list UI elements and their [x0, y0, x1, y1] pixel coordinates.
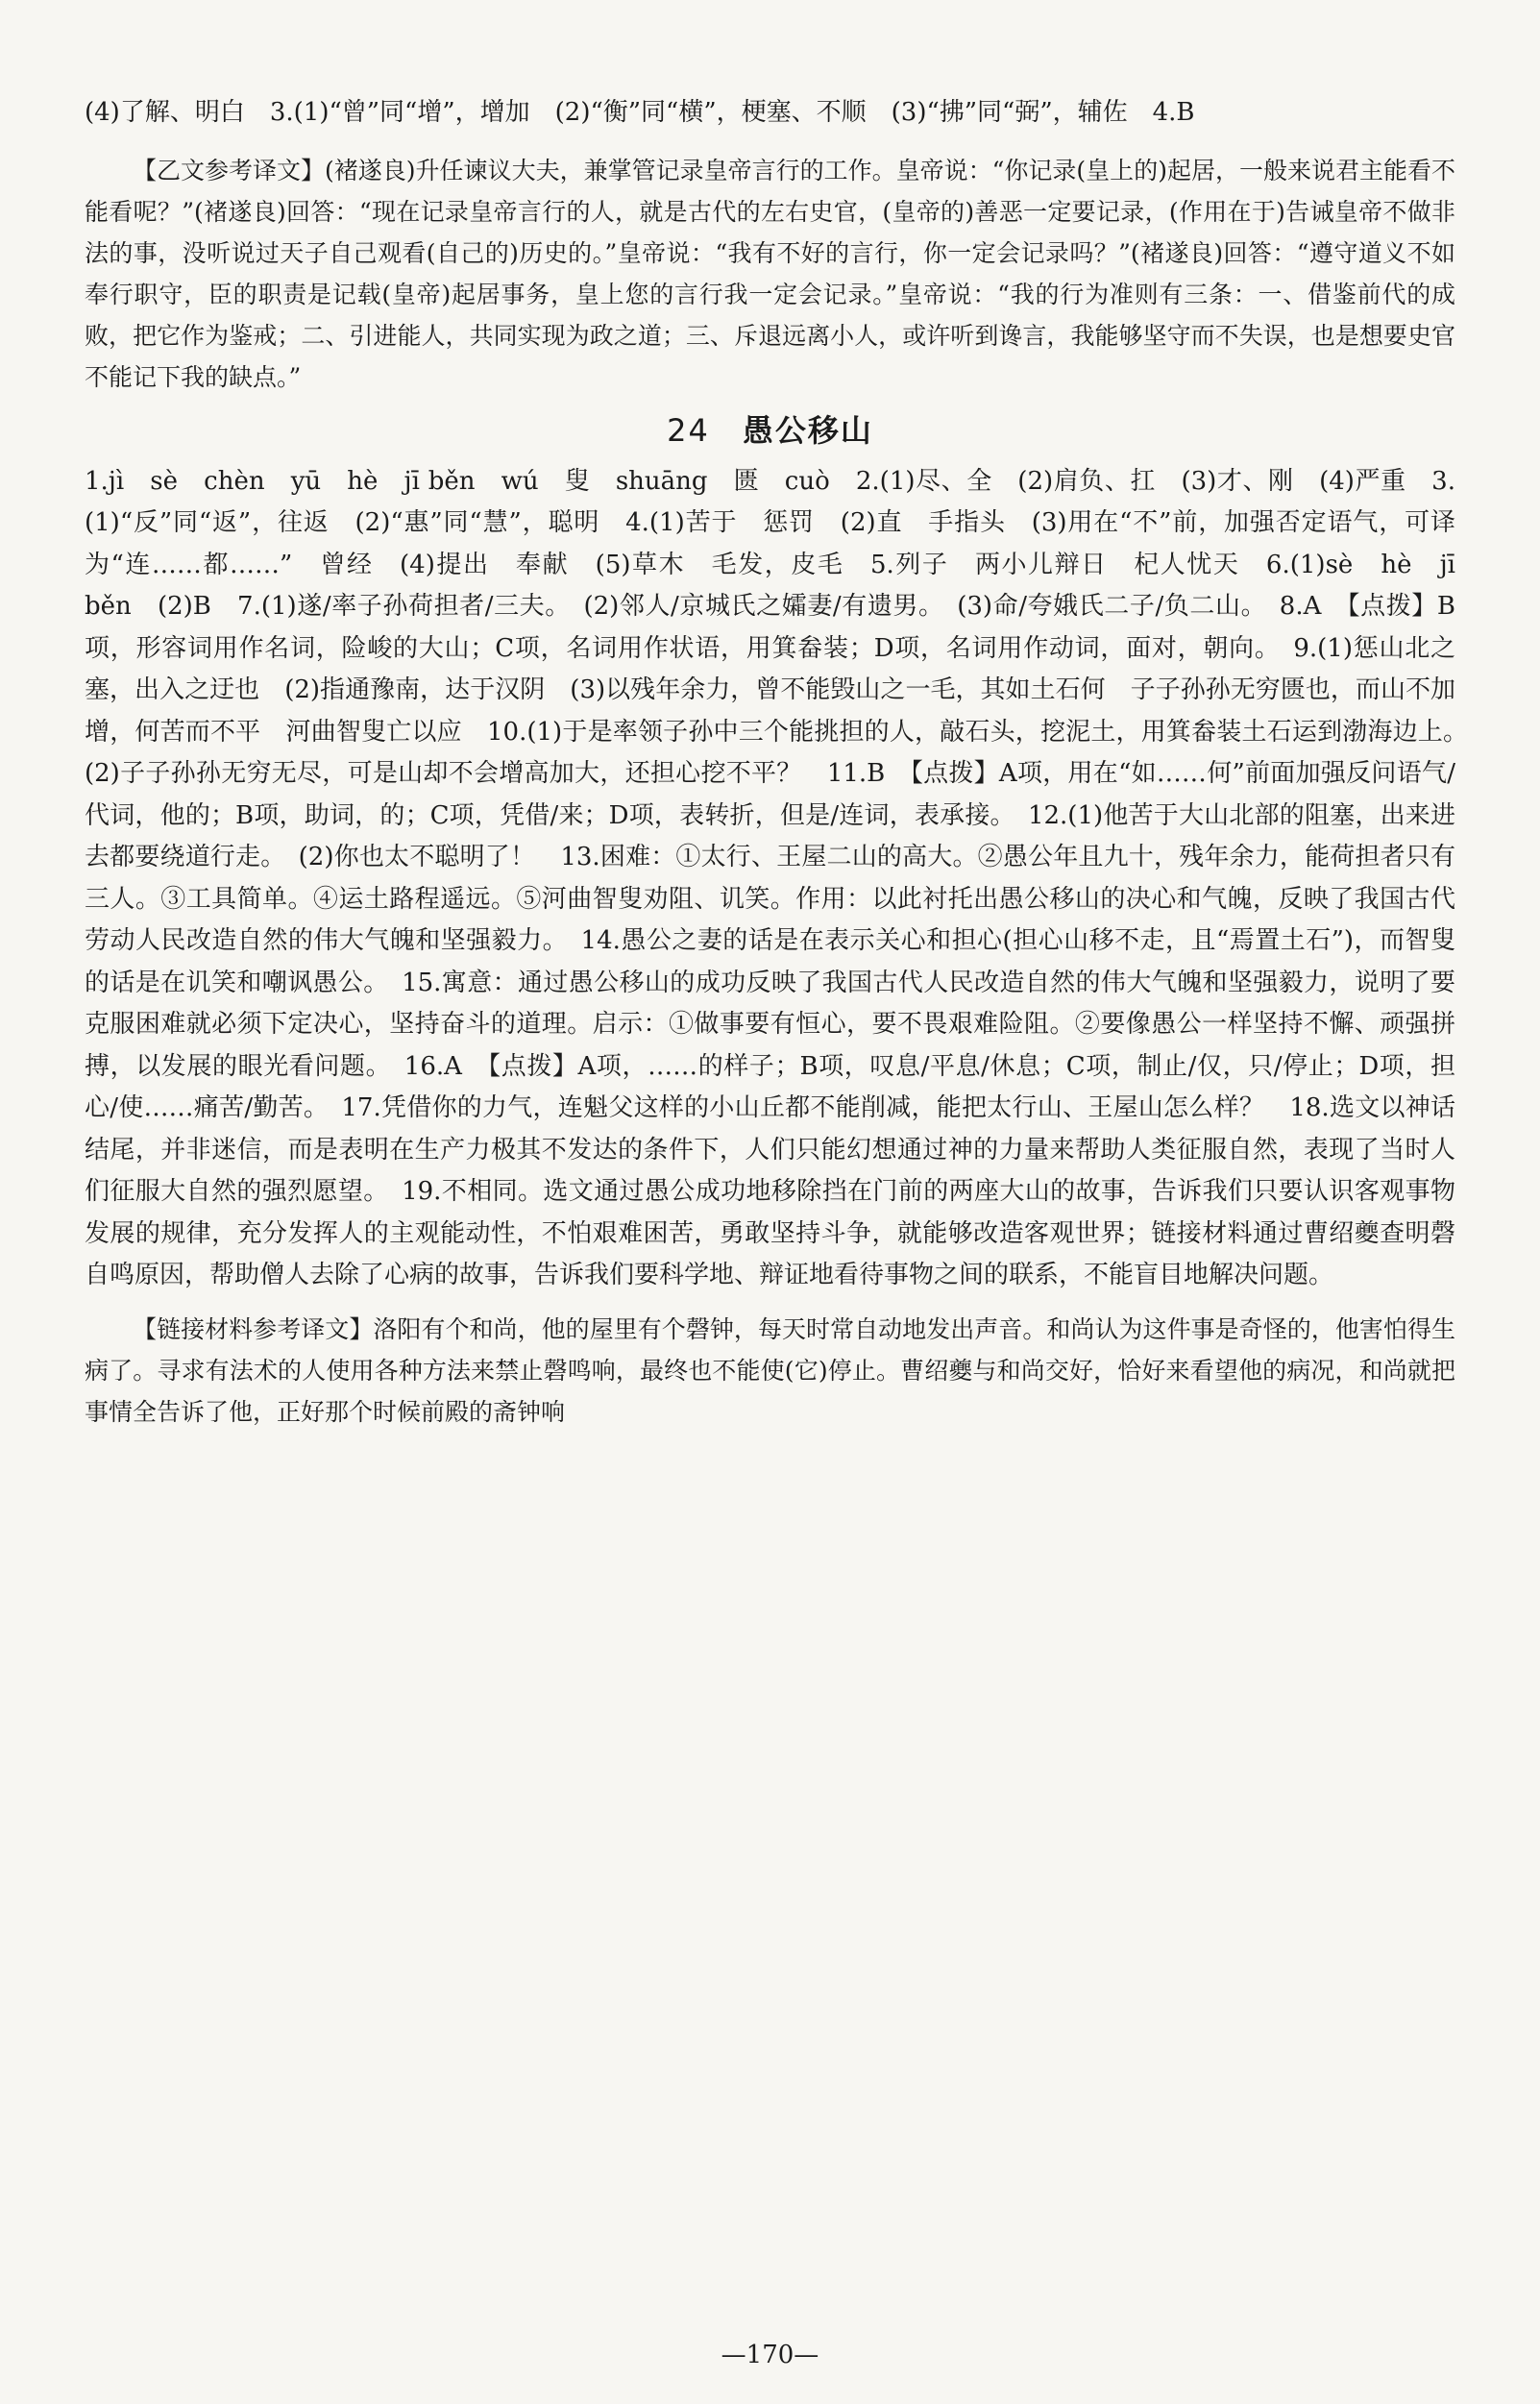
- translation-paragraph-1: 【乙文参考译文】(褚遂良)升任谏议大夫，兼掌管记录皇帝言行的工作。皇帝说：“你记录(皇上的)起居，一般来说君主能看不能看呢？”(褚遂良)回答：“现在记录皇帝言行的人，就是古代的左右史官，(皇帝的)善恶一定要记录，(作用在于)告诫皇帝不做非法的事，没听说过天子自己观看(自己的)历史的。”皇帝说：“我有不好的言行，你一定会记录吗？”(褚遂良)回答：“遵守道义不如奉行职守，臣的职责是记载(皇帝)起居事务，皇上您的言行我一定会记录。”皇帝说：“我的行为准则有三条：一、借鉴前代的成败，把它作为鉴戒；二、引进能人，共同实现为政之道；三、斥退远离小人，或许听到谗言，我能够坚守而不失误，也是想要史官不能记下我的缺点。”: [85, 156, 1455, 391]
- section-heading: [85, 402, 1455, 459]
- translation-paragraph-2: 【链接材料参考译文】洛阳有个和尚，他的屋里有个磬钟，每天时常自动地发出声音。和尚认为这件事是奇怪的，他害怕得生病了。寻求有法术的人使用各种方法来禁止磬鸣响，最终也不能使(它)停止。曹绍夔与和尚交好，恰好来看望他的病况，和尚就把事情全告诉了他，正好那个时候前殿的斋钟响: [85, 1314, 1455, 1426]
- page-number: —170—: [721, 2341, 819, 2369]
- section-number: 24: [667, 411, 710, 449]
- answers-bottom: 1.jì sè chèn yū hè jī běn wú 叟 shuāng 匮 cuò 2.(1)尽、全 (2)肩负、扛 (3)才、刚 (4)严重 3.(1)“反”同“返”，往返 (2)“惠”同“慧”，聪明 4.(1)苦于 惩罚 (2)直 手指头 (3)用在“不”前，加强否定语气，可译为“连……都……” 曾经 (4)提出 奉献 (5)草木 毛发，皮毛 5.列子 两小儿辩日 杞人忧天 6.(1)sè hè jī běn (2)B 7.(1)遂/率子孙荷担者/三夫。 (2)邻人/京城氏之孀妻/有遗男。 (3)命/夸娥氏二子/负二山。 8.A 【点拨】B项，形容词用作名词，险峻的大山；C项，名词用作状语，用箕畚装；D项，名词用作动词，面对，朝向。 9.(1)惩山北之塞，出入之迂也 (2)指通豫南，达于汉阴 (3)以残年余力，曾不能毁山之一毛，其如土石何 子子孙孙无穷匮也，而山不加增，何苦而不平 河曲智叟亡以应 10.(1)于是率领子孙中三个能挑担的人，敲石头，挖泥土，用箕畚装土石运到渤海边上。 (2)子子孙孙无穷无尽，可是山却不会增高加大，还担心挖不平？ 11.B 【点拨】A项，用在“如……何”前面加强反问语气/代词，他的；B项，助词，的；C项，凭借/来；D项，表转折，但是/连词，表承接。 12.(1)他苦于大山北部的阻塞，出来进去都要绕道行走。 (2)你也太不聪明了！ 13.困难：①太行、王屋二山的高大。②愚公年且九十，残年余力，能荷担者只有三人。③工具简单。④运土路程遥远。⑤河曲智叟劝阻、讥笑。作用：以此衬托出愚公移山的决心和气魄，反映了我国古代劳动人民改造自然的伟大气魄和坚强毅力。 14.愚公之妻的话是在表示关心和担心(担心山移不走，且“焉置土石”)，而智叟的话是在讥笑和嘲讽愚公。 15.寓意：通过愚公移山的成功反映了我国古代人民改造自然的伟大气魄和坚强毅力，说明了要克服困难就必须下定决心，坚持奋斗的道理。启示：①做事要有恒心，要不畏艰难险阻。②要像愚公一样坚持不懈、顽强拼搏，以发展的眼光看问题。 16.A 【点拨】A项，……的样子；B项，叹息/平息/休息；C项，制止/仅，只/停止；D项，担心/使……痛苦/勤苦。 17.凭借你的力气，连魁父这样的小山丘都不能削减，能把太行山、王屋山怎么样？ 18.选文以神话结尾，并非迷信，而是表明在生产力极其不发达的条件下，人们只能幻想通过神的力量来帮助人类征服自然，表现了当时人们征服大自然的强烈愿望。 19.不相同。选文通过愚公成功地移除挡在门前的两座大山的故事，告诉我们只要认识客观事物发展的规律，充分发挥人的主观能动性，不怕艰难困苦，勇敢坚持斗争，就能够改造客观世界；链接材料通过曹绍夔查明磬自鸣原因，帮助僧人去除了心病的故事，告诉我们要科学地、辩证地看待事物之间的联系，不能盲目地解决问题。: [85, 466, 1481, 1289]
- answers-top: (4)了解、明白 3.(1)“曾”同“增”，增加 (2)“衡”同“横”，梗塞、不顺 (3)“拂”同“弼”，辅佐 4.B: [85, 98, 1195, 127]
- section-title: 愚公移山: [742, 411, 873, 449]
- answer-content: [85, 92, 1481, 1433]
